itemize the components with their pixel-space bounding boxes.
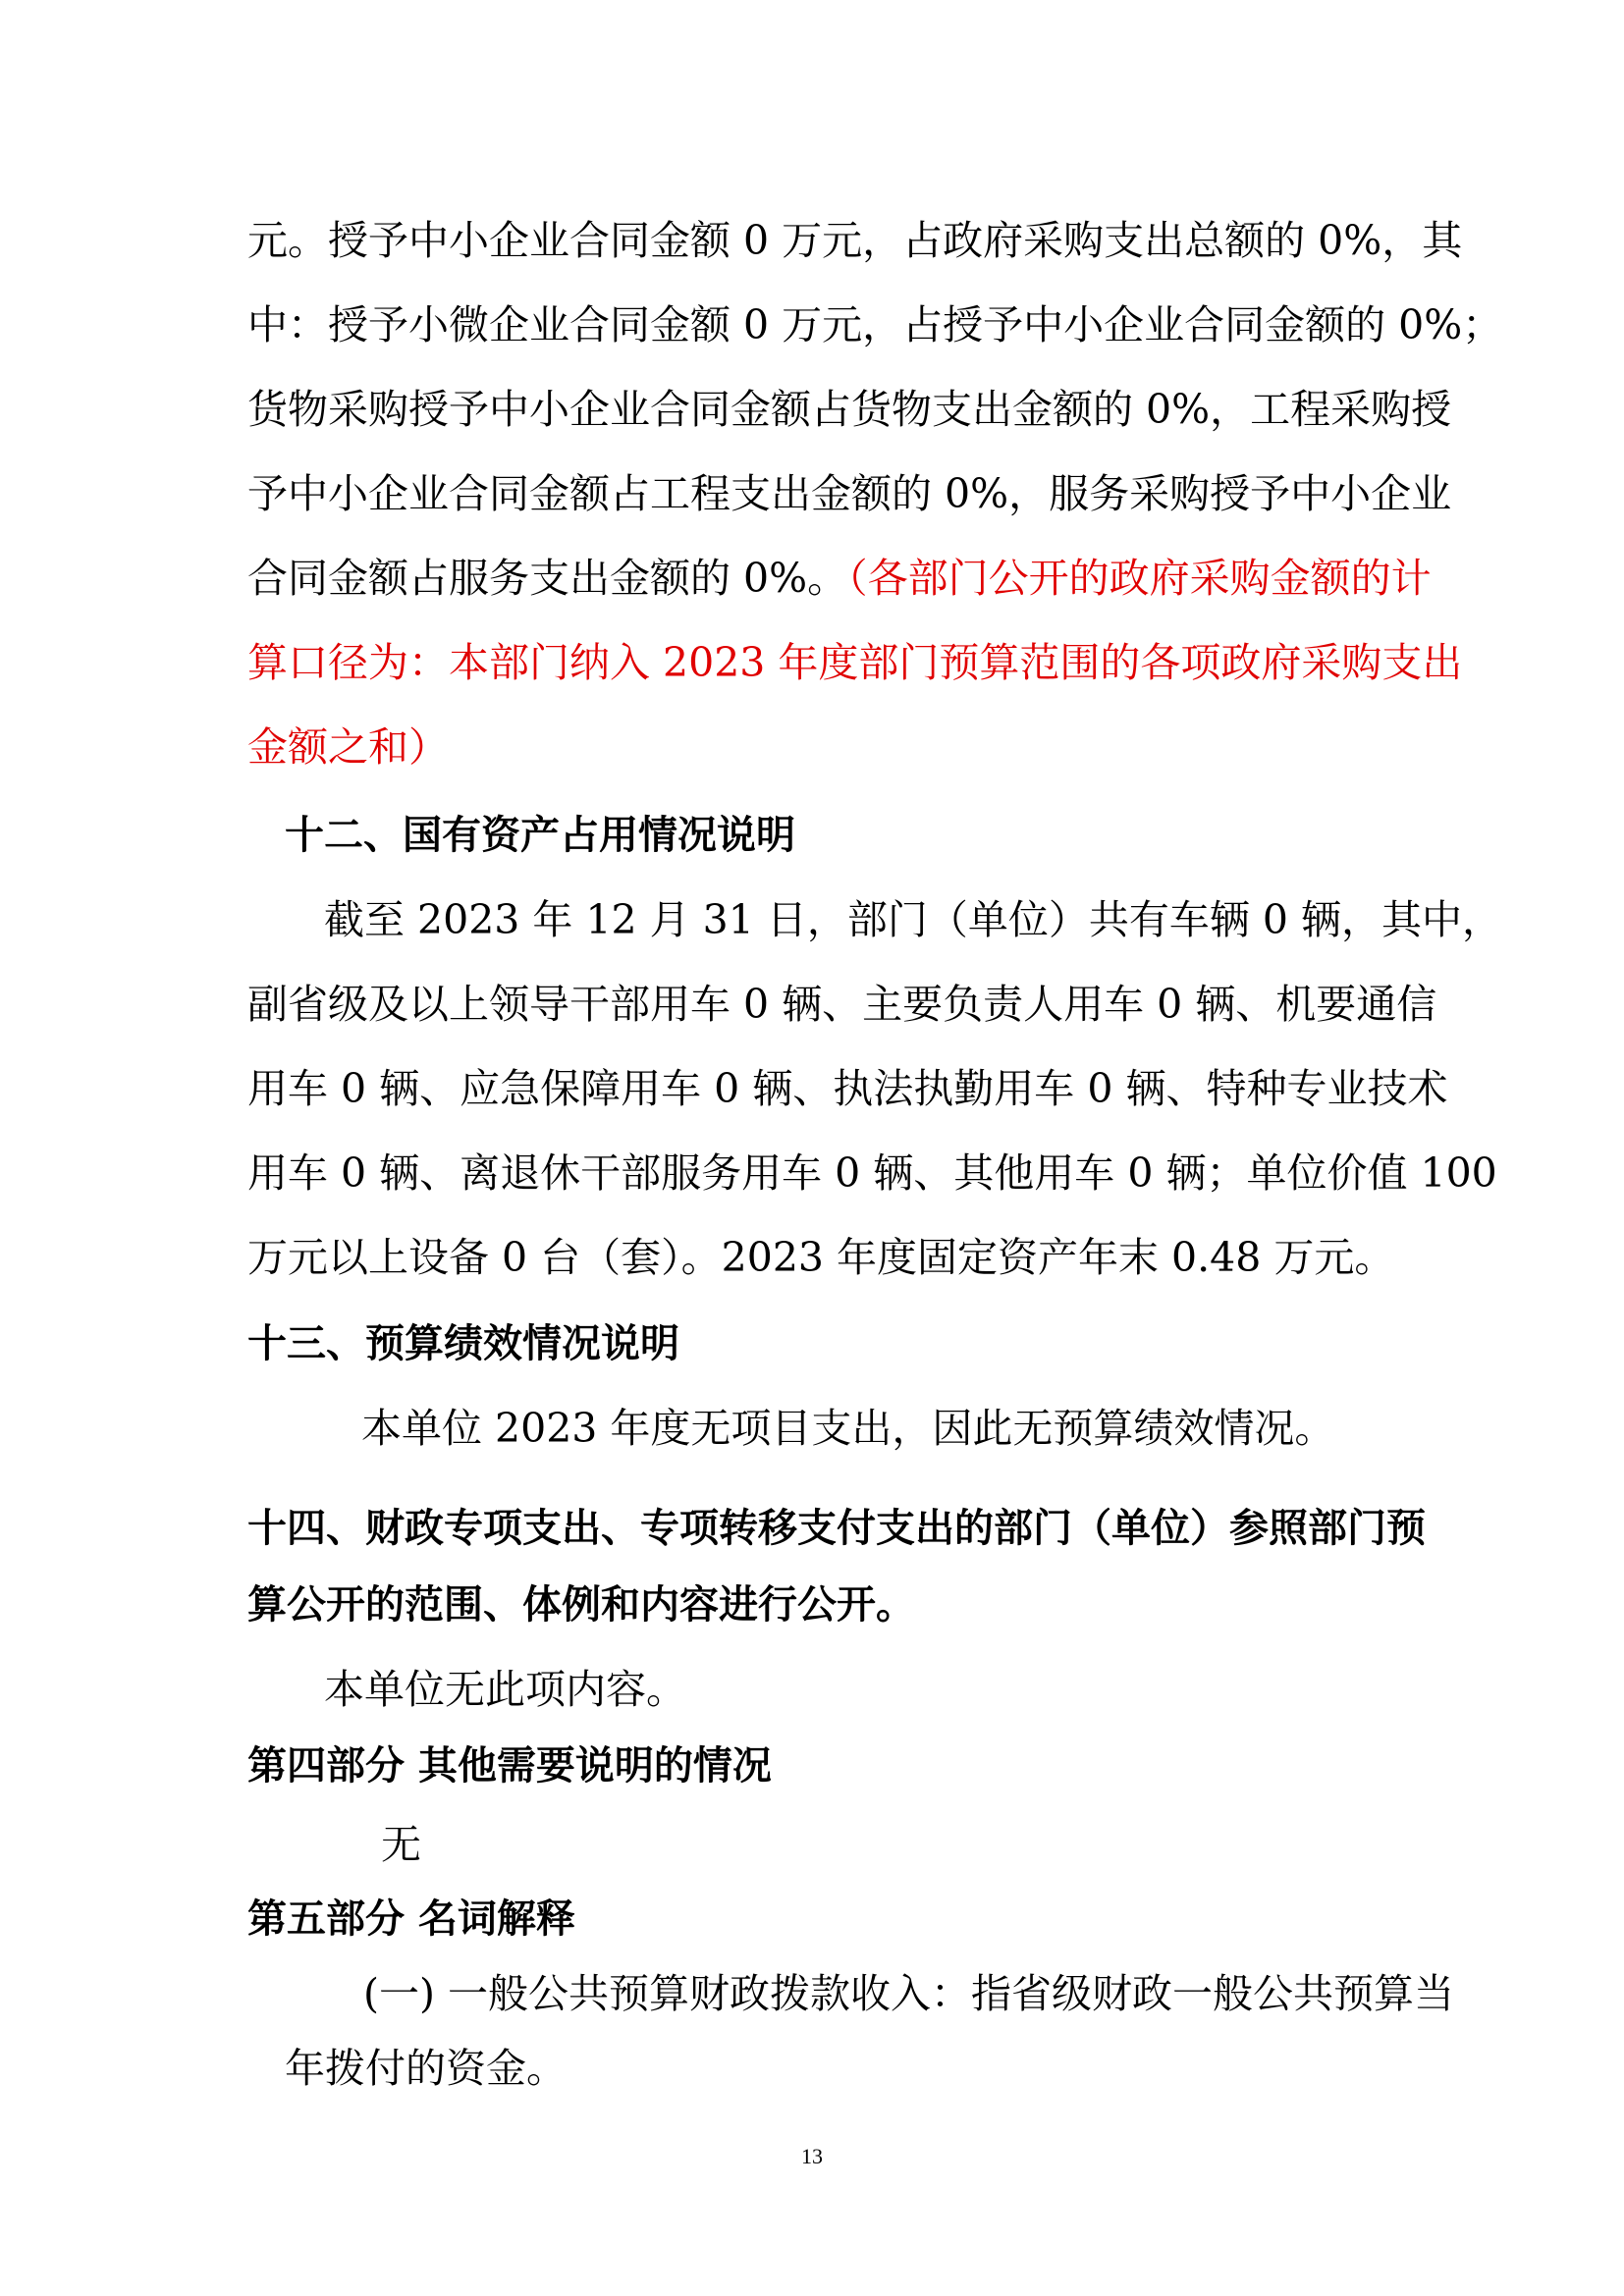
body-line: 年拨付的资金。 [285,2045,567,2092]
body-text: 合同金额占服务支出金额的 0%。 [247,555,848,602]
body-line: 用车 0 辆、离退休干部服务用车 0 辆、其他用车 0 辆；单位价值 100 [247,1149,1497,1197]
body-line: 截至 2023 年 12 月 31 日，部门（单位）共有车辆 0 辆，其中， [324,896,1503,943]
part-heading: 第四部分 其他需要说明的情况 [247,1743,772,1789]
section-heading: 十三、预算绩效情况说明 [247,1321,679,1366]
section-heading: 算公开的范围、体例和内容进行公开。 [247,1582,915,1628]
red-note-text: （各部门公开的政府采购金额的计 [847,555,1432,602]
body-line: 货物采购授予中小企业合同金额占货物支出金额的 0%，工程采购授 [247,386,1452,433]
red-note-line: 金额之和） [247,723,449,771]
body-line-mixed [247,552,1432,605]
body-line: 元。授予中小企业合同金额 0 万元，占政府采购支出总额的 0%，其 [247,217,1463,264]
body-line: 本单位 2023 年度无项目支出，因此无预算绩效情况。 [361,1405,1335,1452]
body-line: 万元以上设备 0 台（套）。2023 年度固定资产年末 0.48 万元。 [247,1234,1395,1281]
part-heading: 第五部分 名词解释 [247,1896,575,1942]
body-line: (一) 一般公共预算财政拨款收入：指省级财政一般公共预算当 [363,1970,1455,2017]
red-note-line: 算口径为：本部门纳入 2023 年度部门预算范围的各项政府采购支出 [247,639,1463,686]
body-line: 用车 0 辆、应急保障用车 0 辆、执法执勤用车 0 辆、特种专业技术 [247,1065,1448,1112]
section-heading: 十四、财政专项支出、专项转移支付支出的部门（单位）参照部门预 [247,1506,1426,1551]
page-number: 13 [801,2144,823,2168]
body-line: 本单位无此项内容。 [324,1666,686,1713]
body-line: 中：授予小微企业合同金额 0 万元，占授予中小企业合同金额的 0%； [247,301,1503,348]
body-line: 无 [381,1821,421,1868]
body-line: 予中小企业合同金额占工程支出金额的 0%，服务采购授予中小企业 [247,470,1452,517]
body-line: 副省级及以上领导干部用车 0 辆、主要负责人用车 0 辆、机要通信 [247,981,1437,1028]
section-heading: 十二、国有资产占用情况说明 [285,813,795,858]
